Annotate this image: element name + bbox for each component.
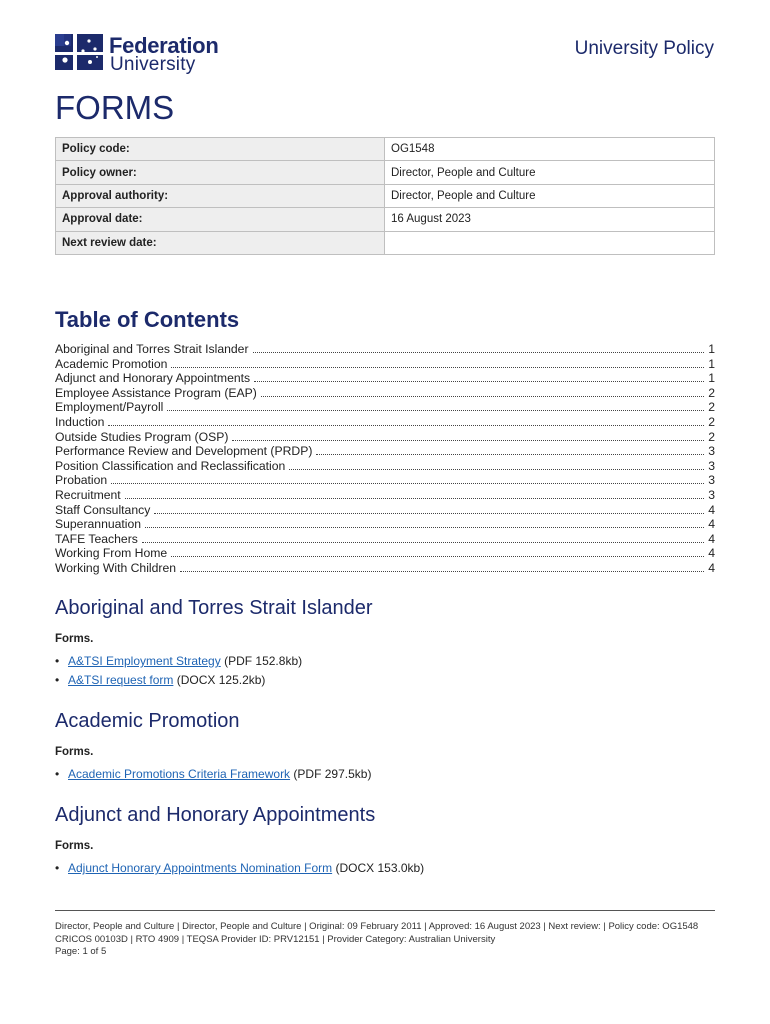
forms-label: Forms. <box>55 746 94 758</box>
section-heading-aboriginal-torres-strait-islander: Aboriginal and Torres Strait Islander <box>55 597 373 619</box>
toc-entry-title: Employee Assistance Program (EAP) <box>55 385 257 400</box>
toc-entry-page: 3 <box>708 487 715 502</box>
toc-entry-page: 4 <box>708 517 715 532</box>
policy-code-value: OG1548 <box>385 138 715 161</box>
approval-date-label: Approval date: <box>56 208 385 231</box>
section-heading-adjunct-honorary-appointments: Adjunct and Honorary Appointments <box>55 804 376 826</box>
toc-entry[interactable] <box>55 415 715 430</box>
bullet: • <box>55 673 60 687</box>
policy-owner-label: Policy owner: <box>56 161 385 184</box>
toc-entry-page: 4 <box>708 546 715 561</box>
toc-entry-title: Position Classification and Reclassification <box>55 458 286 473</box>
toc-entry-title: Working With Children <box>55 560 177 575</box>
document-title: FORMS <box>55 89 175 126</box>
toc-entry-title: Working From Home <box>55 546 168 561</box>
toc-entry-page: 4 <box>708 560 715 575</box>
toc-entry-title: Recruitment <box>55 487 121 502</box>
list-item <box>55 654 302 673</box>
toc-leader <box>180 571 704 572</box>
toc-entry[interactable] <box>55 400 715 415</box>
forms-list <box>55 767 371 786</box>
toc-leader <box>171 367 704 368</box>
toc-entry-page: 4 <box>708 531 715 546</box>
toc-entry[interactable] <box>55 357 715 372</box>
toc-entry[interactable] <box>55 488 715 503</box>
list-item <box>55 673 302 692</box>
file-info: (PDF 152.8kb) <box>224 654 303 668</box>
next-review-date-value <box>385 231 715 254</box>
bullet: • <box>55 654 60 668</box>
toc-leader <box>142 542 704 543</box>
toc-entry-title: Probation <box>55 473 108 488</box>
list-item <box>55 767 371 786</box>
toc-entry[interactable] <box>55 371 715 386</box>
toc-entry-title: Induction <box>55 414 105 429</box>
next-review-date-label: Next review date: <box>56 231 385 254</box>
toc-entry-page: 2 <box>708 429 715 444</box>
table-row <box>56 161 715 184</box>
toc-entry[interactable] <box>55 342 715 357</box>
table-row <box>56 231 715 254</box>
toc-leader <box>145 527 704 528</box>
toc-leader <box>254 381 704 382</box>
toc-leader <box>232 440 704 441</box>
logo-wordmark-federation: Federation <box>109 33 219 58</box>
toc-entry-page: 3 <box>708 444 715 459</box>
university-policy-label: University Policy <box>574 38 714 59</box>
toc-entry-page: 2 <box>708 414 715 429</box>
bullet: • <box>55 861 60 875</box>
academic-promotions-criteria-framework-link[interactable]: Academic Promotions Criteria Framework <box>68 767 291 781</box>
page-footer <box>55 921 705 959</box>
federation-university-logo <box>55 32 227 76</box>
toc-entry-title: Staff Consultancy <box>55 502 151 517</box>
toc-leader <box>154 513 704 514</box>
adjunct-honorary-nomination-form-link[interactable]: Adjunct Honorary Appointments Nomination Form <box>68 861 333 875</box>
toc-entry-title: Academic Promotion <box>55 356 168 371</box>
logo-wordmark-university: University <box>110 54 196 75</box>
toc-entry-title: Outside Studies Program (OSP) <box>55 429 229 444</box>
list-item <box>55 861 424 880</box>
toc-entry[interactable] <box>55 386 715 401</box>
policy-details-table <box>55 137 715 255</box>
policy-owner-value: Director, People and Culture <box>385 161 715 184</box>
table-row <box>56 208 715 231</box>
toc-entry-title: Superannuation <box>55 517 142 532</box>
toc-entry[interactable] <box>55 444 715 459</box>
file-info: (DOCX 153.0kb) <box>335 861 425 875</box>
toc-leader <box>316 454 704 455</box>
toc-leader <box>253 352 705 353</box>
footer-provider-info: CRICOS 00103D | RTO 4909 | TEQSA Provider ID: PRV12151 | Provider Category: Australian University <box>55 933 496 945</box>
toc-leader <box>171 556 704 557</box>
toc-entry[interactable] <box>55 561 715 576</box>
toc-entry-title: Aboriginal and Torres Strait Islander <box>55 342 249 356</box>
toc-entry-title: Employment/Payroll <box>55 400 164 415</box>
toc-entry-page: 1 <box>708 342 715 356</box>
toc-entry-page: 4 <box>708 502 715 517</box>
forms-list <box>55 654 302 692</box>
footer-policy-info: Director, People and Culture | Director, People and Culture | Original: 09 February 2011 | Approved: 16 August 2023 | Next review: | Policy code: OG1548 <box>55 921 699 932</box>
toc-leader <box>289 469 704 470</box>
toc-leader <box>111 483 704 484</box>
bullet: • <box>55 767 60 781</box>
atsi-employment-strategy-link[interactable]: A&TSI Employment Strategy <box>68 654 221 668</box>
toc-entry-page: 2 <box>708 400 715 415</box>
policy-code-label: Policy code: <box>56 138 385 161</box>
toc-entry-page: 2 <box>708 385 715 400</box>
file-info: (PDF 297.5kb) <box>293 767 372 781</box>
toc-entry[interactable] <box>55 503 715 518</box>
file-info: (DOCX 125.2kb) <box>176 673 266 687</box>
approval-authority-label: Approval authority: <box>56 184 385 207</box>
toc-entry[interactable] <box>55 532 715 547</box>
table-of-contents-heading: Table of Contents <box>55 307 240 332</box>
toc-leader <box>108 425 704 426</box>
toc-entry-page: 1 <box>708 356 715 371</box>
southern-cross-flag-icon <box>55 32 105 72</box>
toc-entry-title: TAFE Teachers <box>55 531 138 546</box>
toc-leader <box>261 396 704 397</box>
toc-entry-page: 3 <box>708 473 715 488</box>
toc-leader <box>125 498 705 499</box>
table-row <box>56 184 715 207</box>
approval-date-value: 16 August 2023 <box>385 208 715 231</box>
footer-divider <box>55 910 715 911</box>
atsi-request-form-link[interactable]: A&TSI request form <box>68 673 174 687</box>
section-heading-academic-promotion: Academic Promotion <box>55 710 240 732</box>
toc-entry-page: 1 <box>708 371 715 386</box>
table-row <box>56 138 715 161</box>
toc-entry[interactable] <box>55 546 715 561</box>
forms-label: Forms. <box>55 633 94 645</box>
forms-list <box>55 861 424 880</box>
toc-entry[interactable] <box>55 517 715 532</box>
approval-authority-value: Director, People and Culture <box>385 184 715 207</box>
toc-entry[interactable] <box>55 430 715 445</box>
toc-leader <box>167 410 704 411</box>
footer-page-number: Page: 1 of 5 <box>55 946 107 957</box>
table-of-contents <box>55 342 715 576</box>
toc-entry-title: Performance Review and Development (PRDP) <box>55 444 313 459</box>
toc-entry-title: Adjunct and Honorary Appointments <box>55 371 251 386</box>
forms-label: Forms. <box>55 840 94 852</box>
toc-entry[interactable] <box>55 473 715 488</box>
toc-entry-page: 3 <box>708 458 715 473</box>
toc-entry[interactable] <box>55 459 715 474</box>
